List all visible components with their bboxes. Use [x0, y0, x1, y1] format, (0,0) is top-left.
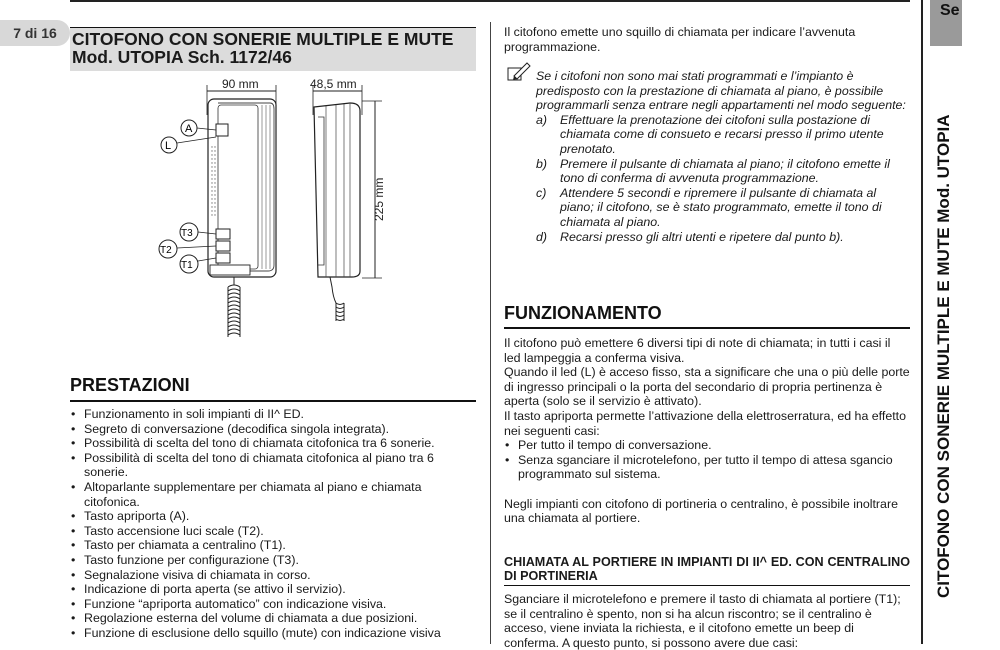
prestazioni-item: • Possibilità di scelta del tono di chiamata citofonica al piano tra 6 sonerie.	[70, 451, 476, 480]
prestazioni-list	[70, 407, 476, 641]
funzionamento-p2: Quando il led (L) è acceso fisso, sta a significare che una o più delle porte di ingresso principali o la porta del secondario di propria pertinenza è aperta (solo se il servizio è attivato).	[504, 365, 910, 409]
section-title-line1: CITOFONO CON SONERIE MULTIPLE E MUTE	[72, 29, 454, 49]
section-title-box	[70, 27, 476, 71]
note-step	[536, 230, 910, 245]
prestazioni-item: • Indicazione di porta aperta (se attivo il servizio).	[70, 582, 476, 597]
label-t2: T2	[160, 245, 172, 256]
prestazioni-item: • Tasto funzione per configurazione (T3).	[70, 553, 476, 568]
note-step-text: Premere il pulsante di chiamata al piano; il citofono emette il tono di conferma di avvenuta programmazione.	[560, 156, 890, 186]
section-title-line2: Mod. UTOPIA Sch. 1172/46	[72, 47, 292, 67]
note-intro: Se i citofoni non sono mai stati programmati e l’impianto è predisposto con la prestazione di chiamata al piano, è possibile programmarli senza entrare negli appartamenti nel modo seguente:	[536, 69, 906, 113]
chiamata-rule	[504, 585, 910, 586]
programming-note	[536, 69, 910, 244]
funzionamento-bullets	[504, 438, 910, 482]
funzionamento-rule	[504, 327, 910, 329]
width-dimension-label: 90 mm	[222, 77, 259, 91]
funzionamento-p1: Il citofono può emettere 6 diversi tipi di note di chiamata; in tutti i casi il led lampeggia a conferma visiva.	[504, 336, 891, 365]
prestazioni-item: • Funzione di esclusione dello squillo (mute) con indicazione visiva	[70, 626, 476, 641]
sidebar-tab-text: Se	[940, 2, 960, 19]
note-step-label: d)	[536, 229, 548, 244]
chiamata-heading: CHIAMATA AL PORTIERE IN IMPIANTI DI II^ ED. CON CENTRALINO DI PORTINERIA	[504, 555, 910, 583]
prestazioni-heading: PRESTAZIONI	[70, 375, 190, 395]
note-pencil-icon	[505, 60, 533, 84]
coiled-cord-side	[330, 277, 344, 321]
funzionamento-bullet: • Senza sganciare il microtelefono, per tutto il tempo di attesa sgancio programmato sul sistema.	[504, 453, 910, 482]
note-step-text: Attendere 5 secondi e ripremere il pulsante di chiamata al piano; il citofono, se è stato programmato, emette il tono di chiamata al piano.	[560, 185, 882, 229]
prestazioni-item: • Tasto accensione luci scale (T2).	[70, 524, 476, 539]
note-step	[536, 157, 910, 186]
label-l: L	[165, 140, 172, 152]
note-step-text: Effettuare la prenotazione dei citofoni sulla postazione di chiamata come di consueto e recarsi presso il primo utente prenotato.	[560, 112, 884, 156]
depth-dimension-label: 48,5 mm	[310, 77, 357, 91]
note-step	[536, 186, 910, 230]
prestazioni-item: • Possibilità di scelta del tono di chiamata citofonica tra 6 sonerie.	[70, 436, 476, 451]
label-t3: T3	[181, 228, 193, 239]
funzionamento-p3: Il tasto apriporta permette l’attivazione della elettroserratura, ed ha effetto nei seguenti casi:	[504, 408, 907, 438]
label-a: A	[185, 123, 193, 135]
label-t1: T1	[181, 260, 193, 271]
sidebar-vertical-title: CITOFONO CON SONERIE MULTIPLE E MUTE Mod. UTOPIA	[934, 114, 953, 598]
chiamata-text: Sganciare il microtelefono e premere il tasto di chiamata al portiere (T1); se il centralino è spento, non si ha alcun riscontro; se il centralino è acceso, viene inviata la richiesta, e il citofono emette un beep di conferma. A questo punto, si possono avere due casi:	[504, 592, 901, 650]
prestazioni-item: • Segnalazione visiva di chiamata in corso.	[70, 568, 476, 583]
prestazioni-item: • Altoparlante supplementare per chiamata al piano e chiamata citofonica.	[70, 480, 476, 509]
sidebar-rule	[921, 0, 923, 644]
note-step-label: c)	[536, 185, 547, 200]
prestazioni-item: • Segreto di conversazione (decodifica singola integrata).	[70, 422, 476, 437]
intercom-side-body	[314, 103, 360, 277]
prestazioni-item: • Regolazione esterna del volume di chiamata a due posizioni.	[70, 611, 476, 626]
door-open-button-shape	[216, 124, 228, 136]
funzionamento-body	[504, 336, 910, 526]
funzionamento-bullet: • Per tutto il tempo di conversazione.	[504, 438, 910, 453]
height-dimension-label: 225 mm	[372, 177, 386, 221]
note-step-label: a)	[536, 112, 548, 127]
coiled-cord-front	[228, 277, 240, 337]
note-step-label: b)	[536, 156, 548, 171]
prestazioni-item: • Tasto apriporta (A).	[70, 509, 476, 524]
column-divider	[490, 22, 491, 644]
prestazioni-item: • Funzione “apriporta automatico” con indicazione visiva.	[70, 597, 476, 612]
funzionamento-heading: FUNZIONAMENTO	[504, 303, 662, 323]
note-steps	[536, 113, 910, 244]
note-step	[536, 113, 910, 157]
right-intro-text: Il citofono emette uno squillo di chiamata per indicare l’avvenuta programmazione.	[504, 25, 856, 54]
funzionamento-p4: Negli impianti con citofono di portineria o centralino, è possibile inoltrare una chiamata al portiere.	[504, 496, 898, 526]
top-rule	[70, 0, 910, 2]
prestazioni-rule	[70, 400, 476, 402]
page-number-badge: 7 di 16	[0, 20, 70, 46]
intercom-diagram	[150, 75, 390, 345]
prestazioni-item: • Tasto per chiamata a centralino (T1).	[70, 538, 476, 553]
prestazioni-item: • Funzionamento in soli impianti di II^ ED.	[70, 407, 476, 422]
note-step-text: Recarsi presso gli altri utenti e ripetere dal punto b).	[560, 229, 844, 244]
